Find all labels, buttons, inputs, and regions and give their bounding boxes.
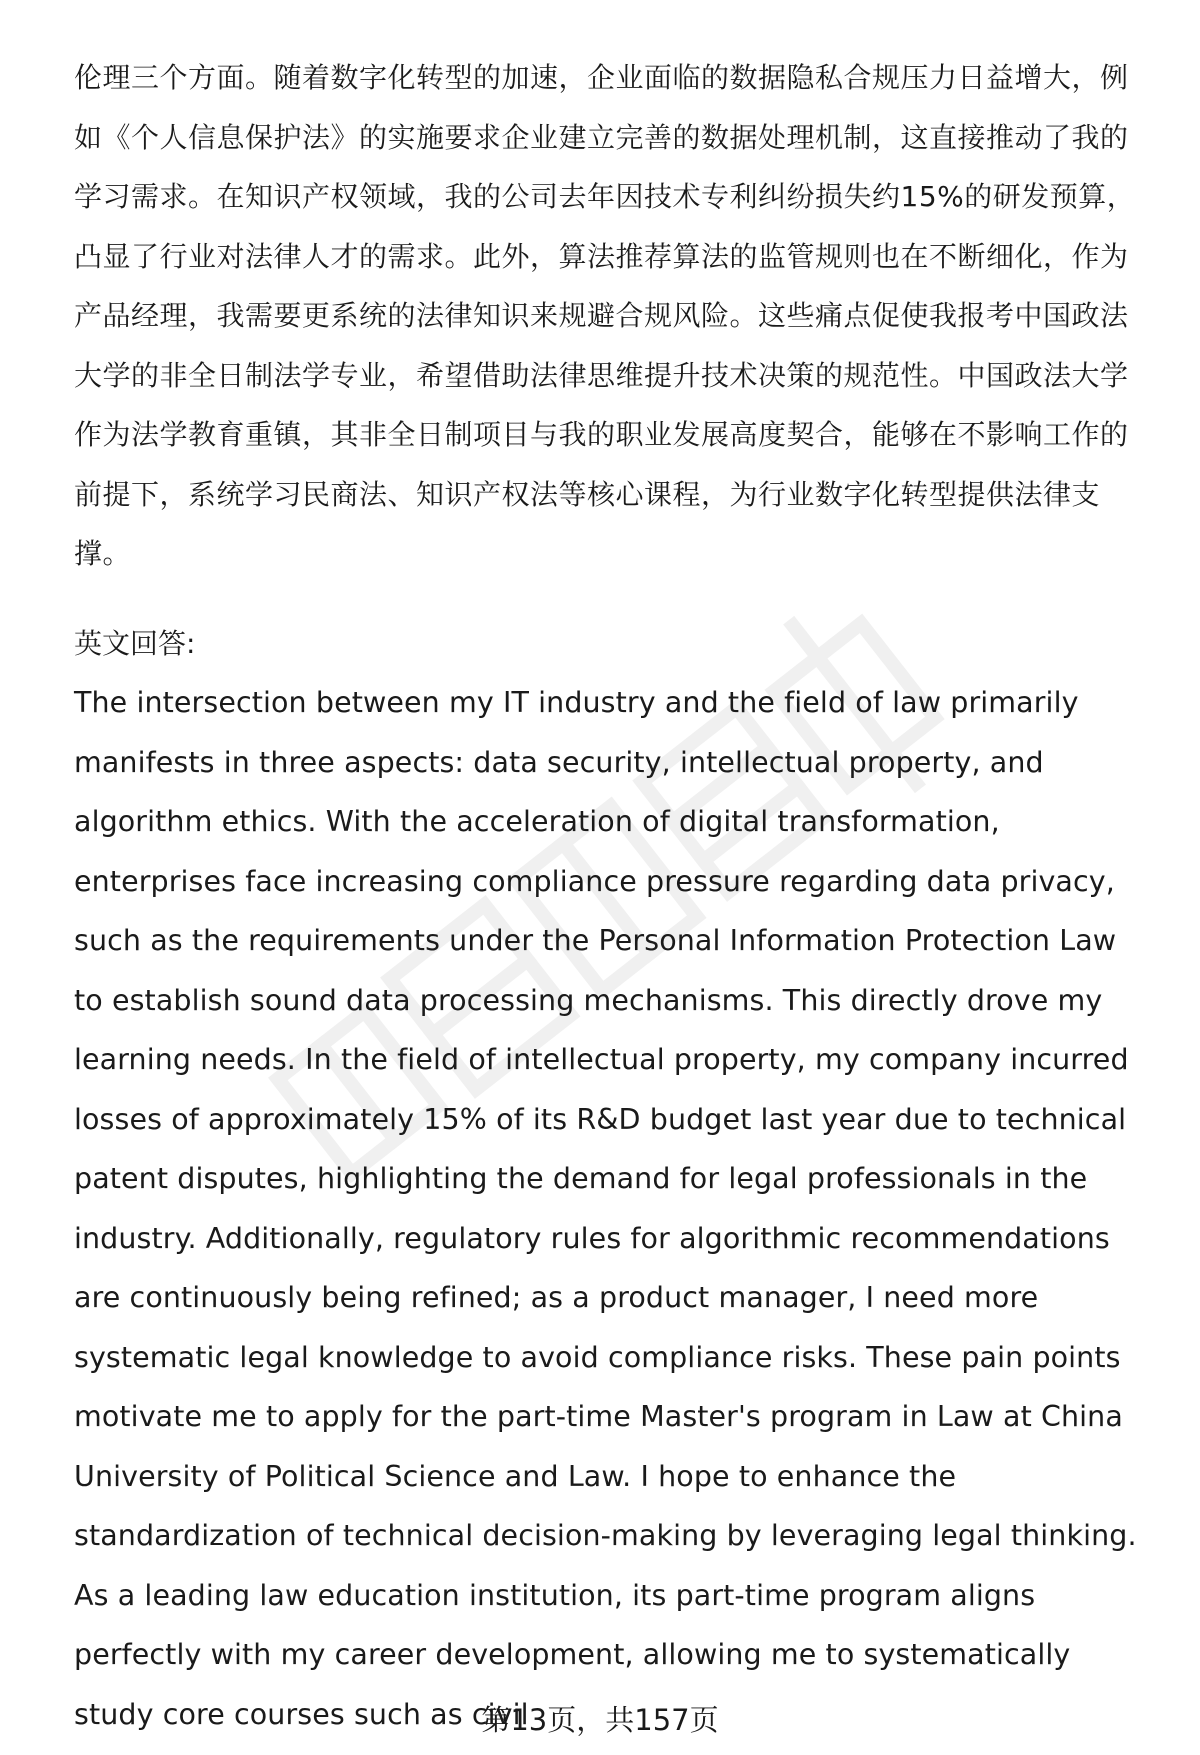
page-number-footer: 第13页，共157页 (481, 1703, 719, 1737)
chinese-answer-paragraph: 伦理三个方面。随着数字化转型的加速，企业面临的数据隐私合规压力日益增大，例如《个人信息保护法》的实施要求企业建立完善的数据处理机制，这直接推动了我的学习需求。在知识产权领域，我的公司去年因技术专利纠纷损失约15%的研发预算，凸显了行业对法律人才的需求。此外，算法推荐算法的监管规则也在不断细化，作为产品经理，我需要更系统的法律知识来规避合规风险。这些痛点促使我报考中国政法大学的非全日制法学专业，希望借助法律思维提升技术决策的规范性。中国政法大学作为法学教育重镇，其非全日制项目与我的职业发展高度契合，能够在不影响工作的前提下，系统学习民商法、知识产权法等核心课程，为行业数字化转型提供法律支撑。 (74, 61, 1136, 570)
english-answer-heading: 英文回答: (74, 626, 196, 660)
english-answer-paragraph: The intersection between my IT industry and the field of law primarily manifests in three aspects: data security, intellectual property, and algorithm ethics. With the acceleration of digital transformation, enterprises face increasing compliance pressure regarding data privacy, such as the requirements under the Personal Information Protection Law to establish sound data processing mechanisms. This directly drove my learning needs. In the field of intellectual property, my company incurred losses of approximately 15% of its R&D budget last year due to technical patent disputes, highlighting the demand for legal professionals in the industry. Additionally, regulatory rules for algorithmic recommendations are continuously being refined; as a product manager, I need more systematic legal knowledge to avoid compliance risks. These pain points motivate me to apply for the part-time Master's program in Law at China University of Political Science and Law. I hope to enhance the standardization of technical decision-making by leveraging legal thinking. As a leading law education institution, its part-time program aligns perfectly with my career development, allowing me to systematically study core courses such as civil (74, 686, 1137, 1731)
document-body (74, 48, 1154, 1744)
